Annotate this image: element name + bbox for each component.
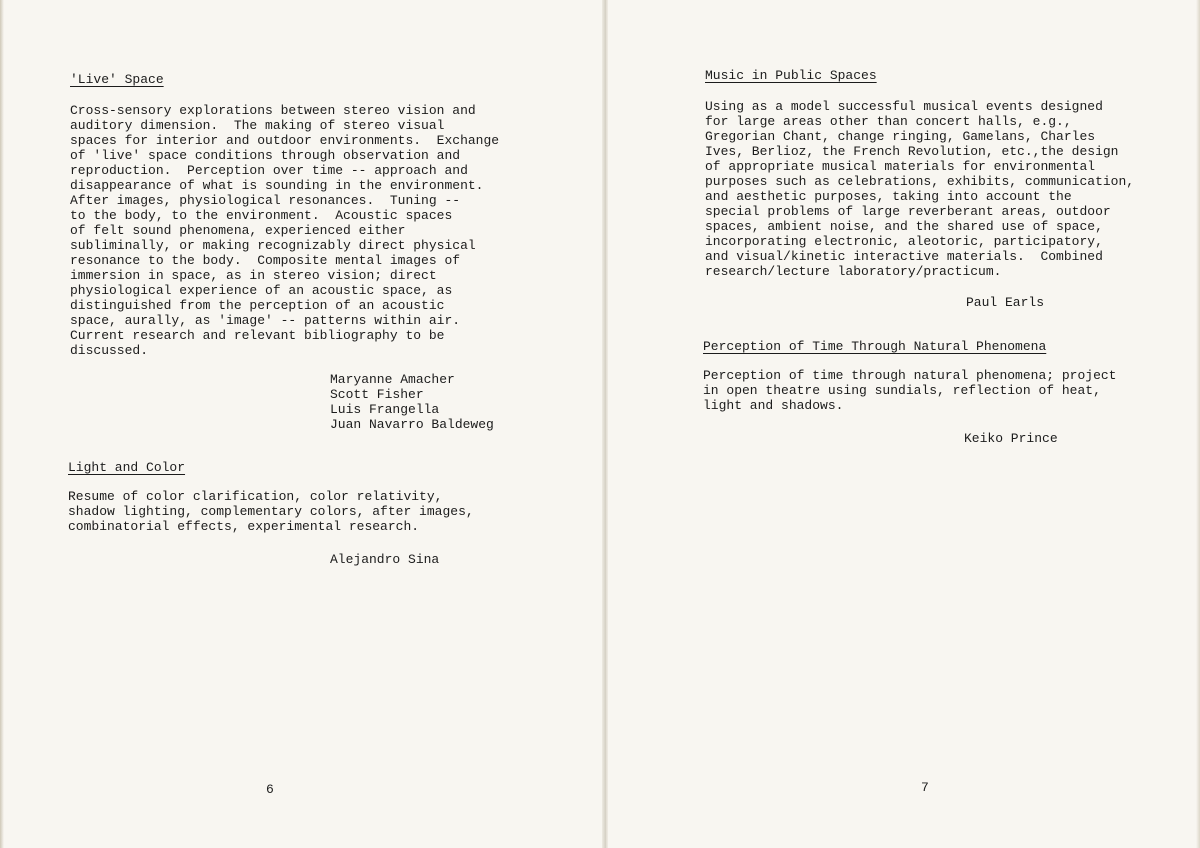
author-list	[964, 431, 1058, 446]
body-line: spaces for interior and outdoor environments. Exchange	[70, 133, 500, 148]
page-number: 7	[921, 780, 929, 795]
section-body	[703, 368, 1116, 413]
author-name: Paul Earls	[966, 295, 1045, 310]
author-name: Keiko Prince	[964, 431, 1058, 446]
body-line: Resume of color clarification, color relativity,	[68, 489, 443, 504]
page-edge-shadow	[1196, 0, 1200, 848]
body-line: and aesthetic purposes, taking into account the	[705, 189, 1072, 204]
section-heading: Light and Color	[68, 460, 186, 475]
body-line: Cross-sensory explorations between stereo vision and	[70, 103, 476, 118]
section-heading: Perception of Time Through Natural Phenomena	[703, 339, 1047, 354]
body-line: combinatorial effects, experimental research.	[68, 519, 420, 534]
section-body	[70, 103, 499, 358]
body-line: light and shadows.	[703, 398, 844, 413]
body-line: immersion in space, as in stereo vision; direct	[70, 268, 437, 283]
page-edge-shadow	[0, 0, 4, 848]
author-name: Maryanne Amacher	[330, 372, 455, 387]
author-name: Luis Frangella	[330, 402, 440, 417]
section-body	[68, 489, 474, 534]
author-name: Scott Fisher	[330, 387, 424, 402]
author-list	[330, 552, 439, 567]
body-line: subliminally, or making recognizably direct physical	[70, 238, 476, 253]
body-line: of appropriate musical materials for environmental	[705, 159, 1096, 174]
section-heading: 'Live' Space	[70, 72, 164, 87]
body-line: reproduction. Perception over time -- approach and	[70, 163, 468, 178]
body-line: Current research and relevant bibliography to be	[70, 328, 445, 343]
body-line: in open theatre using sundials, reflection of heat,	[703, 383, 1101, 398]
body-line: and visual/kinetic interactive materials. Combined	[705, 249, 1103, 264]
author-list	[330, 372, 494, 432]
body-line: special problems of large reverberant areas, outdoor	[705, 204, 1111, 219]
section-live-space	[70, 72, 499, 358]
body-line: Perception of time through natural phenomena; project	[703, 368, 1117, 383]
body-line: to the body, to the environment. Acoustic spaces	[70, 208, 453, 223]
section-light-and-color	[68, 460, 474, 534]
section-body	[705, 99, 1134, 279]
author-name: Juan Navarro Baldeweg	[330, 417, 494, 432]
body-line: for large areas other than concert halls, e.g.,	[705, 114, 1072, 129]
body-line: distinguished from the perception of an acoustic	[70, 298, 445, 313]
section-heading: Music in Public Spaces	[705, 68, 877, 83]
body-line: resonance to the body. Composite mental images of	[70, 253, 461, 268]
body-line: Ives, Berlioz, the French Revolution, etc.,the design	[705, 144, 1119, 159]
body-line: auditory dimension. The making of stereo visual	[70, 118, 445, 133]
body-line: disappearance of what is sounding in the environment.	[70, 178, 484, 193]
body-line: of felt sound phenomena, experienced either	[70, 223, 406, 238]
body-line: space, aurally, as 'image' -- patterns within air.	[70, 313, 461, 328]
body-line: research/lecture laboratory/practicum.	[705, 264, 1002, 279]
author-name: Alejandro Sina	[330, 552, 440, 567]
body-line: Using as a model successful musical events designed	[705, 99, 1103, 114]
author-list	[966, 295, 1044, 310]
section-perception-of-time	[703, 339, 1116, 413]
body-line: purposes such as celebrations, exhibits, communication,	[705, 174, 1135, 189]
section-music-in-public-spaces	[705, 68, 1134, 279]
body-line: physiological experience of an acoustic space, as	[70, 283, 453, 298]
body-line: discussed.	[70, 343, 149, 358]
page-number: 6	[266, 782, 274, 797]
body-line: spaces, ambient noise, and the shared use of space,	[705, 219, 1103, 234]
body-line: of 'live' space conditions through observation and	[70, 148, 461, 163]
right-page	[608, 0, 1200, 848]
body-line: incorporating electronic, aleotoric, participatory,	[705, 234, 1103, 249]
body-line: Gregorian Chant, change ringing, Gamelans, Charles	[705, 129, 1096, 144]
body-line: After images, physiological resonances. Tuning --	[70, 193, 461, 208]
body-line: shadow lighting, complementary colors, after images,	[68, 504, 474, 519]
